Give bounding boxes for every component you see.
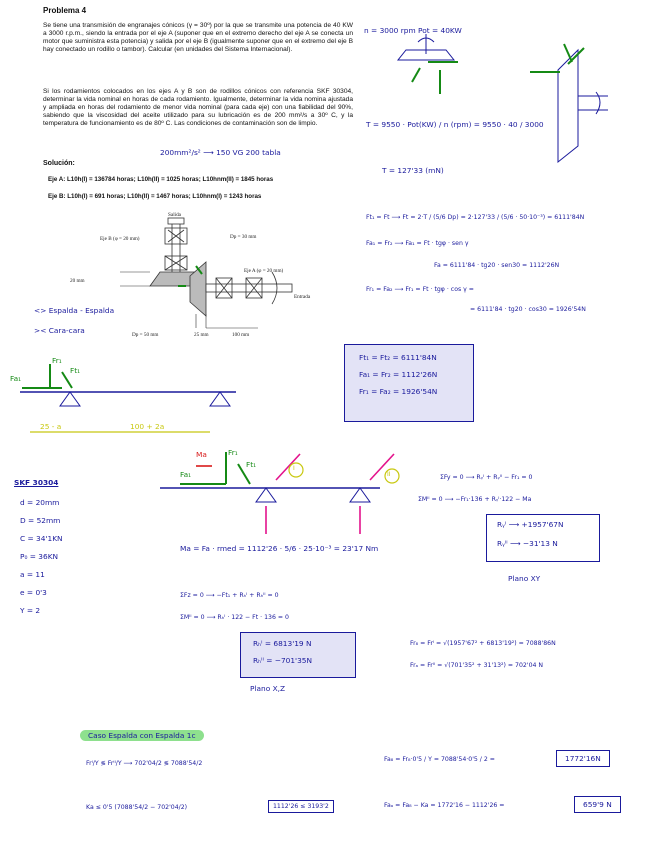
beam1-ft: Ft₁ xyxy=(70,366,81,375)
rh2: Rₕᴵᴵ = −701'35N xyxy=(253,656,313,665)
ry-box xyxy=(486,514,600,562)
bearing-two-mark: II xyxy=(387,471,391,478)
beam2-ft: Ft₁ xyxy=(246,460,257,469)
skf-item: C = 34'1KN xyxy=(20,534,63,543)
ry1: Rᵧᴵ ⟶ +1957'67N xyxy=(497,520,564,529)
fr-i: Fr₈ = Frᴵ = √(1957'67² + 6813'19²) = 7088'86N xyxy=(410,640,556,647)
torque-formula: T = 9550 · Pot(KW) / n (rpm) = 9550 · 40 / 3000 xyxy=(366,120,544,129)
fr-calc: Fr₁ = Fa₂ ⟶ Fr₁ = Ft · tgφ · cos γ = xyxy=(366,286,474,293)
skf-item: a = 11 xyxy=(20,570,45,579)
beam1-fr: Fr₁ xyxy=(52,356,62,365)
label-dp2: Dp = 50 mm xyxy=(132,332,159,338)
dist-right: 100 + 2a xyxy=(130,422,165,431)
label-eje-a: Eje A (φ = 20 mm) xyxy=(244,268,284,274)
ft-calc: Ft₁ = Ft ⟶ Ft = 2·T / (5/6 Dp) = 2·127'33 / (5/6 · 50·10⁻³) = 6111'84N xyxy=(366,214,585,221)
problem-paragraph-1: Se tiene una transmisión de engranajes cónicos (γ = 30º) por la que se transmite una potencia de 40 KW a 3000 r.p.m., siendo la entrada por el eje A (suponer que en el extremo derecho del eje A se conecta un motor que suministra esta potencia) y salida por el eje B (igualmente suponer que en el extremo del eje B hay conectado un rodillo o tambor). Calcular (en unidades del Sistema Internacional). xyxy=(43,22,353,54)
answer-shaft-b: Eje B: L10h(I) = 691 horas; L10h(II) = 1467 horas; L10hnm(I) = 1243 horas xyxy=(48,193,262,200)
ry2: Rᵧᴵᴵ ⟶ −31'13 N xyxy=(497,539,558,548)
note-cara: >< Cara-cara xyxy=(34,326,85,335)
moment-label: Ma xyxy=(196,450,207,459)
problem-title: Problema 4 xyxy=(43,6,87,15)
skf-item: P₀ = 36KN xyxy=(20,552,59,561)
summary-line: Fa₁ = Fr₂ = 1112'26N xyxy=(359,370,438,379)
note-espalda: <> Espalda - Espalda xyxy=(34,306,115,315)
sum-fz: ΣFz = 0 ⟶ −Ft₁ + Rₕᴵ + Rₕᴵᴵ = 0 xyxy=(180,592,279,599)
label-100mm: 100 mm xyxy=(232,332,250,338)
label-salida: Salida xyxy=(168,212,181,218)
plano-xz: Plano X,Z xyxy=(250,684,286,693)
rh1: Rₕᴵ = 6813'19 N xyxy=(253,639,312,648)
problem-paragraph-2: Si los rodamientos colocados en los ejes A y B son de rodillos cónicos con referencia SKF 30304, determinar la vida nominal en horas de cada rodamiento. Igualmente, determinar la vida nomina ajustada y ampliada en horas del rodamiento de menor vida nominal (para cada eje) con una fiabilidad del 90%, sabiendo que la viscosidad del aceite utilizado para su lubricación es de 200 mm²/s a 30º C, y la temperatura de funcionamiento es de 80º C. Las condiciones de contaminación son de limpio. xyxy=(43,88,353,128)
sum-fy: ΣFy = 0 ⟶ Rᵧᴵ + Rᵧᴵᴵ − Fr₁ = 0 xyxy=(440,474,533,481)
bearing-one-mark: I xyxy=(293,465,295,472)
fa-calc: Fa₁ = Fr₂ ⟶ Fa₁ = Ft · tgφ · sen γ xyxy=(366,240,469,247)
skf-item: d = 20mm xyxy=(20,498,60,507)
ka-condition: Ka ≤ 0'5 (7088'54/2 − 702'04/2) xyxy=(86,804,188,811)
fa-value: Fa = 6111'84 · tg20 · sen30 = 1112'26N xyxy=(434,262,560,269)
label-eje-b: Eje B (φ = 20 mm) xyxy=(100,236,140,242)
rh-box xyxy=(240,632,356,678)
skf-item: Y = 2 xyxy=(20,606,41,615)
label-dp1: Dp = 30 mm xyxy=(230,234,257,240)
skf-title: SKF 30304 xyxy=(14,478,59,487)
speed-power: n = 3000 rpm Pot = 40KW xyxy=(364,26,462,35)
viscosity-note: 200mm²/s² ⟶ 150 VG 200 tabla xyxy=(160,148,281,157)
beam2-fa: Fa₁ xyxy=(180,470,192,479)
case-title: Caso Espalda con Espalda 1c xyxy=(80,730,204,741)
sum-m: ΣMᴵᴵ = 0 ⟶ −Fr₁·136 + Rᵧᴵ·122 − Ma xyxy=(418,496,532,503)
label-25mm: 25 mm xyxy=(194,332,209,338)
beam2-fr: Fr₁ xyxy=(228,448,238,457)
solution-label: Solución: xyxy=(43,160,75,167)
forces-summary-box xyxy=(344,344,474,422)
skf-item: D = 52mm xyxy=(20,516,61,525)
sum-mz: ΣMᴵᴵ = 0 ⟶ Rₕᴵ · 122 − Ft · 136 = 0 xyxy=(180,614,289,621)
summary-line: Fr₁ = Fa₂ = 1926'54N xyxy=(359,387,438,396)
fr-value: = 6111'84 · tg20 · cos30 = 1926'54N xyxy=(470,306,586,313)
label-20mm: 20 mm xyxy=(70,278,85,284)
dist-left: 25 - a xyxy=(40,422,62,431)
faa-calc: Faₐ = Fa₈ − Ka = 1772'16 − 1112'26 = xyxy=(384,802,505,809)
fab-result: 1772'16N xyxy=(556,750,610,767)
case-condition: Frᴵ/Y ≶ Frᴵᴵ/Y ⟶ 702'04/2 ≶ 7088'54/2 xyxy=(86,760,203,767)
beam1-fa: Fa₁ xyxy=(10,374,22,383)
ka-result: 1112'26 ≤ 3193'2 xyxy=(268,800,334,813)
torque-result: T = 127'33 (mN) xyxy=(382,166,444,175)
fr-ii: Frₐ = Frᴵᴵ = √(701'35² + 31'13²) = 702'04 N xyxy=(410,662,544,669)
faa-result: 659'9 N xyxy=(574,796,621,813)
skf-item: e = 0'3 xyxy=(20,588,47,597)
ma-calc: Ma = Fa · rmed = 1112'26 · 5/6 · 25·10⁻³ = 23'17 Nm xyxy=(180,544,379,553)
plano-xy: Plano XY xyxy=(508,574,541,583)
label-entrada: Entrada xyxy=(294,294,311,300)
skf-list xyxy=(20,498,63,624)
answer-shaft-a: Eje A: L10h(I) = 136784 horas; L10h(II) = 1025 horas; L10hnm(II) = 1845 horas xyxy=(48,176,274,183)
fab-calc: Fa₈ = Fr₈·0'5 / Y = 7088'54·0'5 / 2 = xyxy=(384,756,495,763)
summary-line: Ft₁ = Ft₂ = 6111'84N xyxy=(359,353,437,362)
